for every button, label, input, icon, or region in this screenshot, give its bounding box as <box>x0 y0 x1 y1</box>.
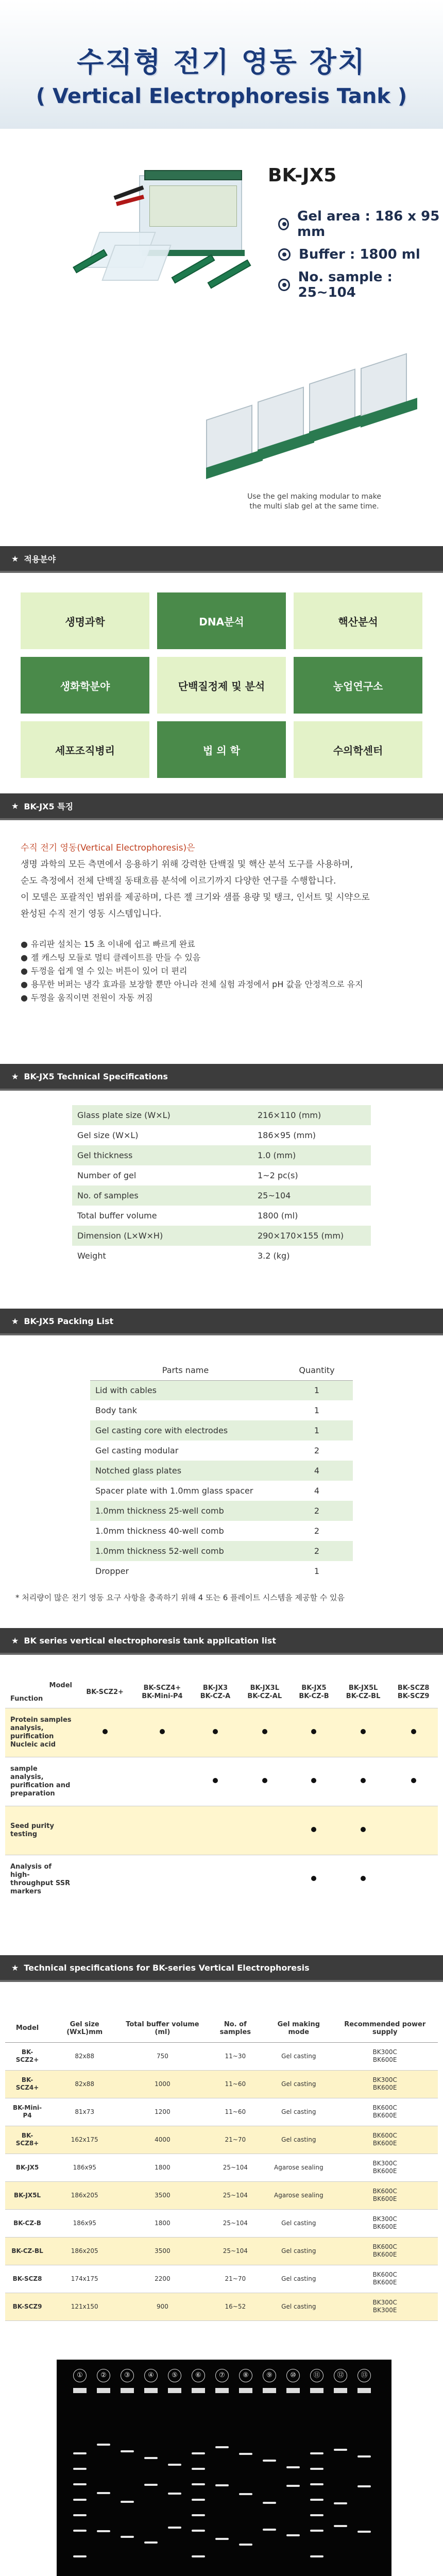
star-icon: ★ <box>11 1635 19 1646</box>
lane-number-label: ② <box>97 2369 110 2382</box>
section-header-packing: ★ BK-JX5 Packing List <box>0 1309 443 1335</box>
gel-band <box>73 2514 87 2516</box>
star-icon: ★ <box>11 1071 19 1081</box>
application-cell: 단백질정제 및 분석 <box>157 657 286 714</box>
star-icon: ★ <box>11 1316 19 1326</box>
model-column-header: BK-SCZ8 BK-SCZ9 <box>397 1684 430 1700</box>
lane-number-label: ⑨ <box>263 2369 276 2382</box>
gel-band <box>168 2464 181 2466</box>
table-row: Spacer plate with 1.0mm glass spacer 4 <box>95 1486 320 1496</box>
gel-band <box>73 2499 87 2501</box>
gel-band <box>97 2530 110 2532</box>
section-header-features: ★ BK-JX5 특징 <box>0 793 443 820</box>
gel-band <box>144 2457 158 2459</box>
gel-band <box>144 2541 158 2544</box>
gel-image <box>57 2360 391 2576</box>
section-header-tech-specs: ★ BK-JX5 Technical Specifications <box>0 1064 443 1091</box>
gel-band <box>121 2450 134 2452</box>
list-item: ● 두껑을 움직이면 전원이 자동 꺼짐 <box>21 993 153 1003</box>
features-paragraph: 순도 측정에서 전체 단백질 동태흐름 분석에 이르기까지 다양한 연구를 수행합니다. <box>21 876 336 886</box>
table-row: 1.0mm thickness 25-well comb 2 <box>90 1501 353 1521</box>
gel-band <box>97 2492 110 2494</box>
gel-band <box>192 2499 205 2501</box>
features-paragraph: 이 모델은 포괄적인 범위를 제공하며, 다른 젤 크기와 샘플 용량 및 탱크, 인서트 및 시약으로 <box>21 892 370 903</box>
features-list <box>21 938 428 1005</box>
application-cell: DNA분석 <box>157 592 286 649</box>
page-title: 수직형 전기 영동 장치 <box>77 46 366 78</box>
gel-band <box>286 2466 300 2468</box>
hero-spec-item: Gel area : 186 x 95 mm <box>278 209 443 240</box>
hero-spec-item: No. sample : 25~104 <box>278 269 443 300</box>
table-row: Gel casting modular 2 <box>95 1446 320 1455</box>
table-row: Seed purity testing <box>5 1806 438 1855</box>
lane-number-label: ⑥ <box>192 2369 205 2382</box>
gel-band <box>73 2452 87 2454</box>
lane-number-label: ⑬ <box>357 2369 371 2382</box>
table-row: Number of gel 1~2 pc(s) <box>77 1171 298 1180</box>
table-row: Gel thickness 1.0 (mm) <box>72 1145 371 1165</box>
check-dot-icon <box>103 1729 108 1734</box>
packing-table <box>90 1360 353 1581</box>
lane-number-label: ① <box>73 2369 87 2382</box>
gel-band <box>357 2485 371 2487</box>
packing-note: * 처리량이 많은 전기 영동 요구 사항을 충족하기 위해 4 또는 6 플레이트 시스템을 제공할 수 있음 <box>15 1593 345 1602</box>
check-dot-icon <box>361 1778 366 1783</box>
star-icon: ★ <box>11 1962 19 1973</box>
table-row: BK-JX5L 186x205 3500 25~104 Agarose sealing BK600C BK600E <box>5 2181 438 2209</box>
table-row: Protein samples analysis, purification Nucleic acid <box>5 1708 438 1757</box>
gel-band <box>310 2530 323 2532</box>
gel-band <box>192 2468 205 2470</box>
application-cell: 수의학센터 <box>294 721 422 778</box>
model-name: BK-JX5 <box>268 165 337 186</box>
hero-section <box>0 0 443 572</box>
features-block <box>21 840 428 1005</box>
gel-band <box>239 2493 252 2495</box>
table-header-row: Model Gel size (WxL)mm Total buffer volume (ml) No. of samples Gel making mode Recommended power supply <box>5 2014 438 2042</box>
table-row: Dimension (L×W×H) 290×170×155 (mm) <box>72 1226 371 1246</box>
table-row: BK-SCZ2+ 82x88 750 11~30 Gel casting BK300C BK600E <box>5 2042 438 2070</box>
section-header-application: ★ 적용분야 <box>0 546 443 573</box>
gel-band <box>334 2449 347 2451</box>
gel-band <box>286 2534 300 2536</box>
lane-number-label: ⑧ <box>239 2369 252 2382</box>
gel-well <box>357 2388 371 2393</box>
gel-band <box>192 2483 205 2485</box>
gel-band <box>73 2468 87 2470</box>
check-dot-icon <box>213 1729 218 1734</box>
gel-band <box>263 2529 276 2531</box>
check-dot-icon <box>361 1729 366 1734</box>
features-title: 수직 전기 영동(Vertical Electrophoresis)은 <box>21 843 195 853</box>
gel-modular-image <box>196 361 433 484</box>
check-dot-icon <box>361 1827 366 1832</box>
table-row: BK-SCZ8 174x175 2200 21~70 Gel casting BK600C BK600E <box>5 2265 438 2293</box>
gel-well <box>121 2388 134 2393</box>
electrophoresis-tank-image <box>93 155 247 283</box>
check-dot-icon <box>262 1778 267 1783</box>
gel-band <box>310 2483 323 2485</box>
section-header-series-specs: ★ Technical specifications for BK-series Vertical Electrophoresis <box>0 1955 443 1982</box>
features-paragraph: 생명 과학의 모든 측면에서 응용하기 위해 강력한 단백질 및 핵산 분석 도구를 사용하며, <box>21 859 353 870</box>
list-item: ● 용무한 버퍼는 냉각 효과를 보장할 뿐만 아니라 전체 실험 과정에서 pH 값을 안정적으로 유지 <box>21 979 363 989</box>
star-icon: ★ <box>11 801 19 811</box>
gel-band <box>144 2484 158 2486</box>
hero-spec-item: Buffer : 1800 ml <box>278 247 443 262</box>
gel-band <box>121 2501 134 2503</box>
section-header-series-app: ★ BK series vertical electrophoresis tank application list <box>0 1628 443 1655</box>
gel-band <box>215 2484 229 2486</box>
check-dot-icon <box>311 1876 316 1881</box>
table-row: Total buffer volume 1800 (ml) <box>77 1211 298 1221</box>
table-row: Body tank 1 <box>95 1405 320 1415</box>
gel-well <box>334 2388 347 2393</box>
application-cell: 농업연구소 <box>294 657 422 714</box>
gel-band <box>192 2452 205 2454</box>
application-grid <box>21 592 422 778</box>
gel-well <box>310 2388 323 2393</box>
gel-band <box>192 2555 205 2557</box>
gel-band <box>239 2544 252 2546</box>
table-row: BK-CZ-BL 186x205 3500 25~104 Gel casting BK600C BK600E <box>5 2237 438 2265</box>
gel-band <box>310 2452 323 2454</box>
table-row: Glass plate size (W×L) 216×110 (mm) <box>72 1105 371 1125</box>
list-item: ● 젤 캐스팅 모듈로 멀티 클레이트를 만들 수 있음 <box>21 953 201 962</box>
gel-well <box>73 2388 87 2393</box>
lane-number-label: ⑩ <box>286 2369 300 2382</box>
table-row: Gel casting core with electrodes 1 <box>90 1420 353 1440</box>
check-dot-icon <box>213 1778 218 1783</box>
gel-band <box>310 2468 323 2470</box>
gel-band <box>334 2502 347 2504</box>
table-row: BK-SCZ4+ 82x88 1000 11~60 Gel casting BK300C BK600E <box>5 2070 438 2098</box>
gel-band <box>334 2525 347 2527</box>
gel-band <box>239 2453 252 2455</box>
lane-number-label: ④ <box>144 2369 158 2382</box>
model-column-header: BK-SCZ2+ <box>86 1688 124 1696</box>
table-row: Lid with cables 1 <box>90 1380 353 1400</box>
gel-band <box>357 2531 371 2533</box>
check-dot-icon <box>160 1729 165 1734</box>
check-dot-icon <box>262 1729 267 1734</box>
gel-band <box>73 2483 87 2485</box>
star-icon: ★ <box>11 553 19 564</box>
gel-well <box>192 2388 205 2393</box>
model-column-header: BK-JX3L BK-CZ-AL <box>247 1684 282 1700</box>
check-dot-icon <box>411 1778 416 1783</box>
circle-bullet-icon <box>278 248 291 261</box>
gel-band <box>357 2455 371 2458</box>
model-column-header: BK-JX5L BK-CZ-BL <box>346 1684 381 1700</box>
check-dot-icon <box>361 1876 366 1881</box>
list-item: ● 유리판 설치는 15 초 이내에 쉽고 빠르게 완료 <box>21 939 195 949</box>
gel-band <box>192 2514 205 2516</box>
table-row: 1.0mm thickness 52-well comb 2 <box>90 1541 353 1561</box>
table-row: BK-JX5 186x95 1800 25~104 Agarose sealing BK300C BK600E <box>5 2154 438 2181</box>
model-column-header: BK-SCZ4+ BK-Mini-P4 <box>142 1684 183 1700</box>
table-row: Dropper 1 <box>95 1566 320 1576</box>
table-row: Analysis of high-throughput SSR markers <box>5 1855 438 1904</box>
tech-spec-table <box>72 1105 371 1266</box>
check-dot-icon <box>411 1729 416 1734</box>
gel-band <box>73 2530 87 2532</box>
table-row: Gel size (W×L) 186×95 (mm) <box>77 1130 316 1140</box>
lane-number-label: ⑫ <box>334 2369 347 2382</box>
features-paragraph: 완성된 수직 전기 영동 시스템입니다. <box>21 909 162 919</box>
table-row: Weight 3.2 (kg) <box>77 1251 290 1261</box>
model-column-header: BK-JX3 BK-CZ-A <box>200 1684 231 1700</box>
application-cell: 생명과학 <box>21 592 149 649</box>
application-cell: 법 의 학 <box>157 721 286 778</box>
gel-well <box>239 2388 252 2393</box>
gel-well <box>97 2388 110 2393</box>
table-row: No. of samples 25~104 <box>72 1185 371 1206</box>
gel-band <box>310 2499 323 2501</box>
application-cell: 생화학분야 <box>21 657 149 714</box>
gel-well <box>263 2388 276 2393</box>
application-cell: 세포조직병리 <box>21 721 149 778</box>
gel-band <box>310 2555 323 2557</box>
gel-well <box>286 2388 300 2393</box>
series-application-table <box>5 1677 438 1904</box>
list-item: ● 두껑을 쉽게 열 수 있는 버튼이 있어 더 편리 <box>21 966 188 976</box>
check-dot-icon <box>311 1729 316 1734</box>
application-cell: 핵산분석 <box>294 592 422 649</box>
gel-band <box>286 2485 300 2487</box>
gel-band <box>263 2460 276 2462</box>
gel-band <box>310 2514 323 2516</box>
gel-band <box>73 2555 87 2557</box>
circle-bullet-icon <box>278 218 289 230</box>
table-row: BK-SCZ8+ 162x175 4000 21~70 Gel casting BK600C BK600E <box>5 2126 438 2154</box>
gel-well <box>215 2388 229 2393</box>
modular-caption: Use the gel making modular to make the multi slab gel at the same time. <box>247 493 381 511</box>
corner-bottom-label: Function <box>10 1694 43 1703</box>
page-subtitle: ( Vertical Electrophoresis Tank ) <box>36 84 407 108</box>
gel-band <box>168 2527 181 2529</box>
lane-number-label: ⑪ <box>310 2369 323 2382</box>
gel-band <box>215 2446 229 2448</box>
lane-number-label: ⑦ <box>215 2369 229 2382</box>
table-row: BK-Mini-P4 81x73 1200 11~60 Gel casting BK600C BK600E <box>5 2098 438 2126</box>
lane-number-label: ③ <box>121 2369 134 2382</box>
gel-band <box>263 2502 276 2504</box>
lane-number-label: ⑤ <box>168 2369 181 2382</box>
table-row: Notched glass plates 4 <box>90 1461 353 1481</box>
gel-well <box>144 2388 158 2393</box>
corner-top-label: Model <box>49 1681 72 1689</box>
check-dot-icon <box>311 1827 316 1832</box>
table-row: BK-SCZ9 121x150 900 16~52 Gel casting BK300C BK300E <box>5 2293 438 2320</box>
table-row: sample analysis, purification and preparation <box>5 1757 438 1806</box>
table-header-row <box>5 1677 438 1708</box>
gel-band <box>215 2538 229 2540</box>
table-header-row: Parts name Quantity <box>90 1360 353 1380</box>
gel-band <box>97 2444 110 2446</box>
gel-band <box>121 2536 134 2538</box>
gel-band <box>192 2530 205 2532</box>
hero-spec-list <box>278 209 443 308</box>
gel-band <box>168 2493 181 2495</box>
gel-well <box>168 2388 181 2393</box>
check-dot-icon <box>311 1778 316 1783</box>
series-spec-table <box>5 2014 438 2321</box>
table-row: 1.0mm thickness 40-well comb 2 <box>95 1526 320 1536</box>
table-row: BK-CZ-B 186x95 1800 25~104 Gel casting BK300C BK600E <box>5 2209 438 2237</box>
model-column-header: BK-JX5 BK-CZ-B <box>299 1684 329 1700</box>
circle-bullet-icon <box>278 279 290 291</box>
